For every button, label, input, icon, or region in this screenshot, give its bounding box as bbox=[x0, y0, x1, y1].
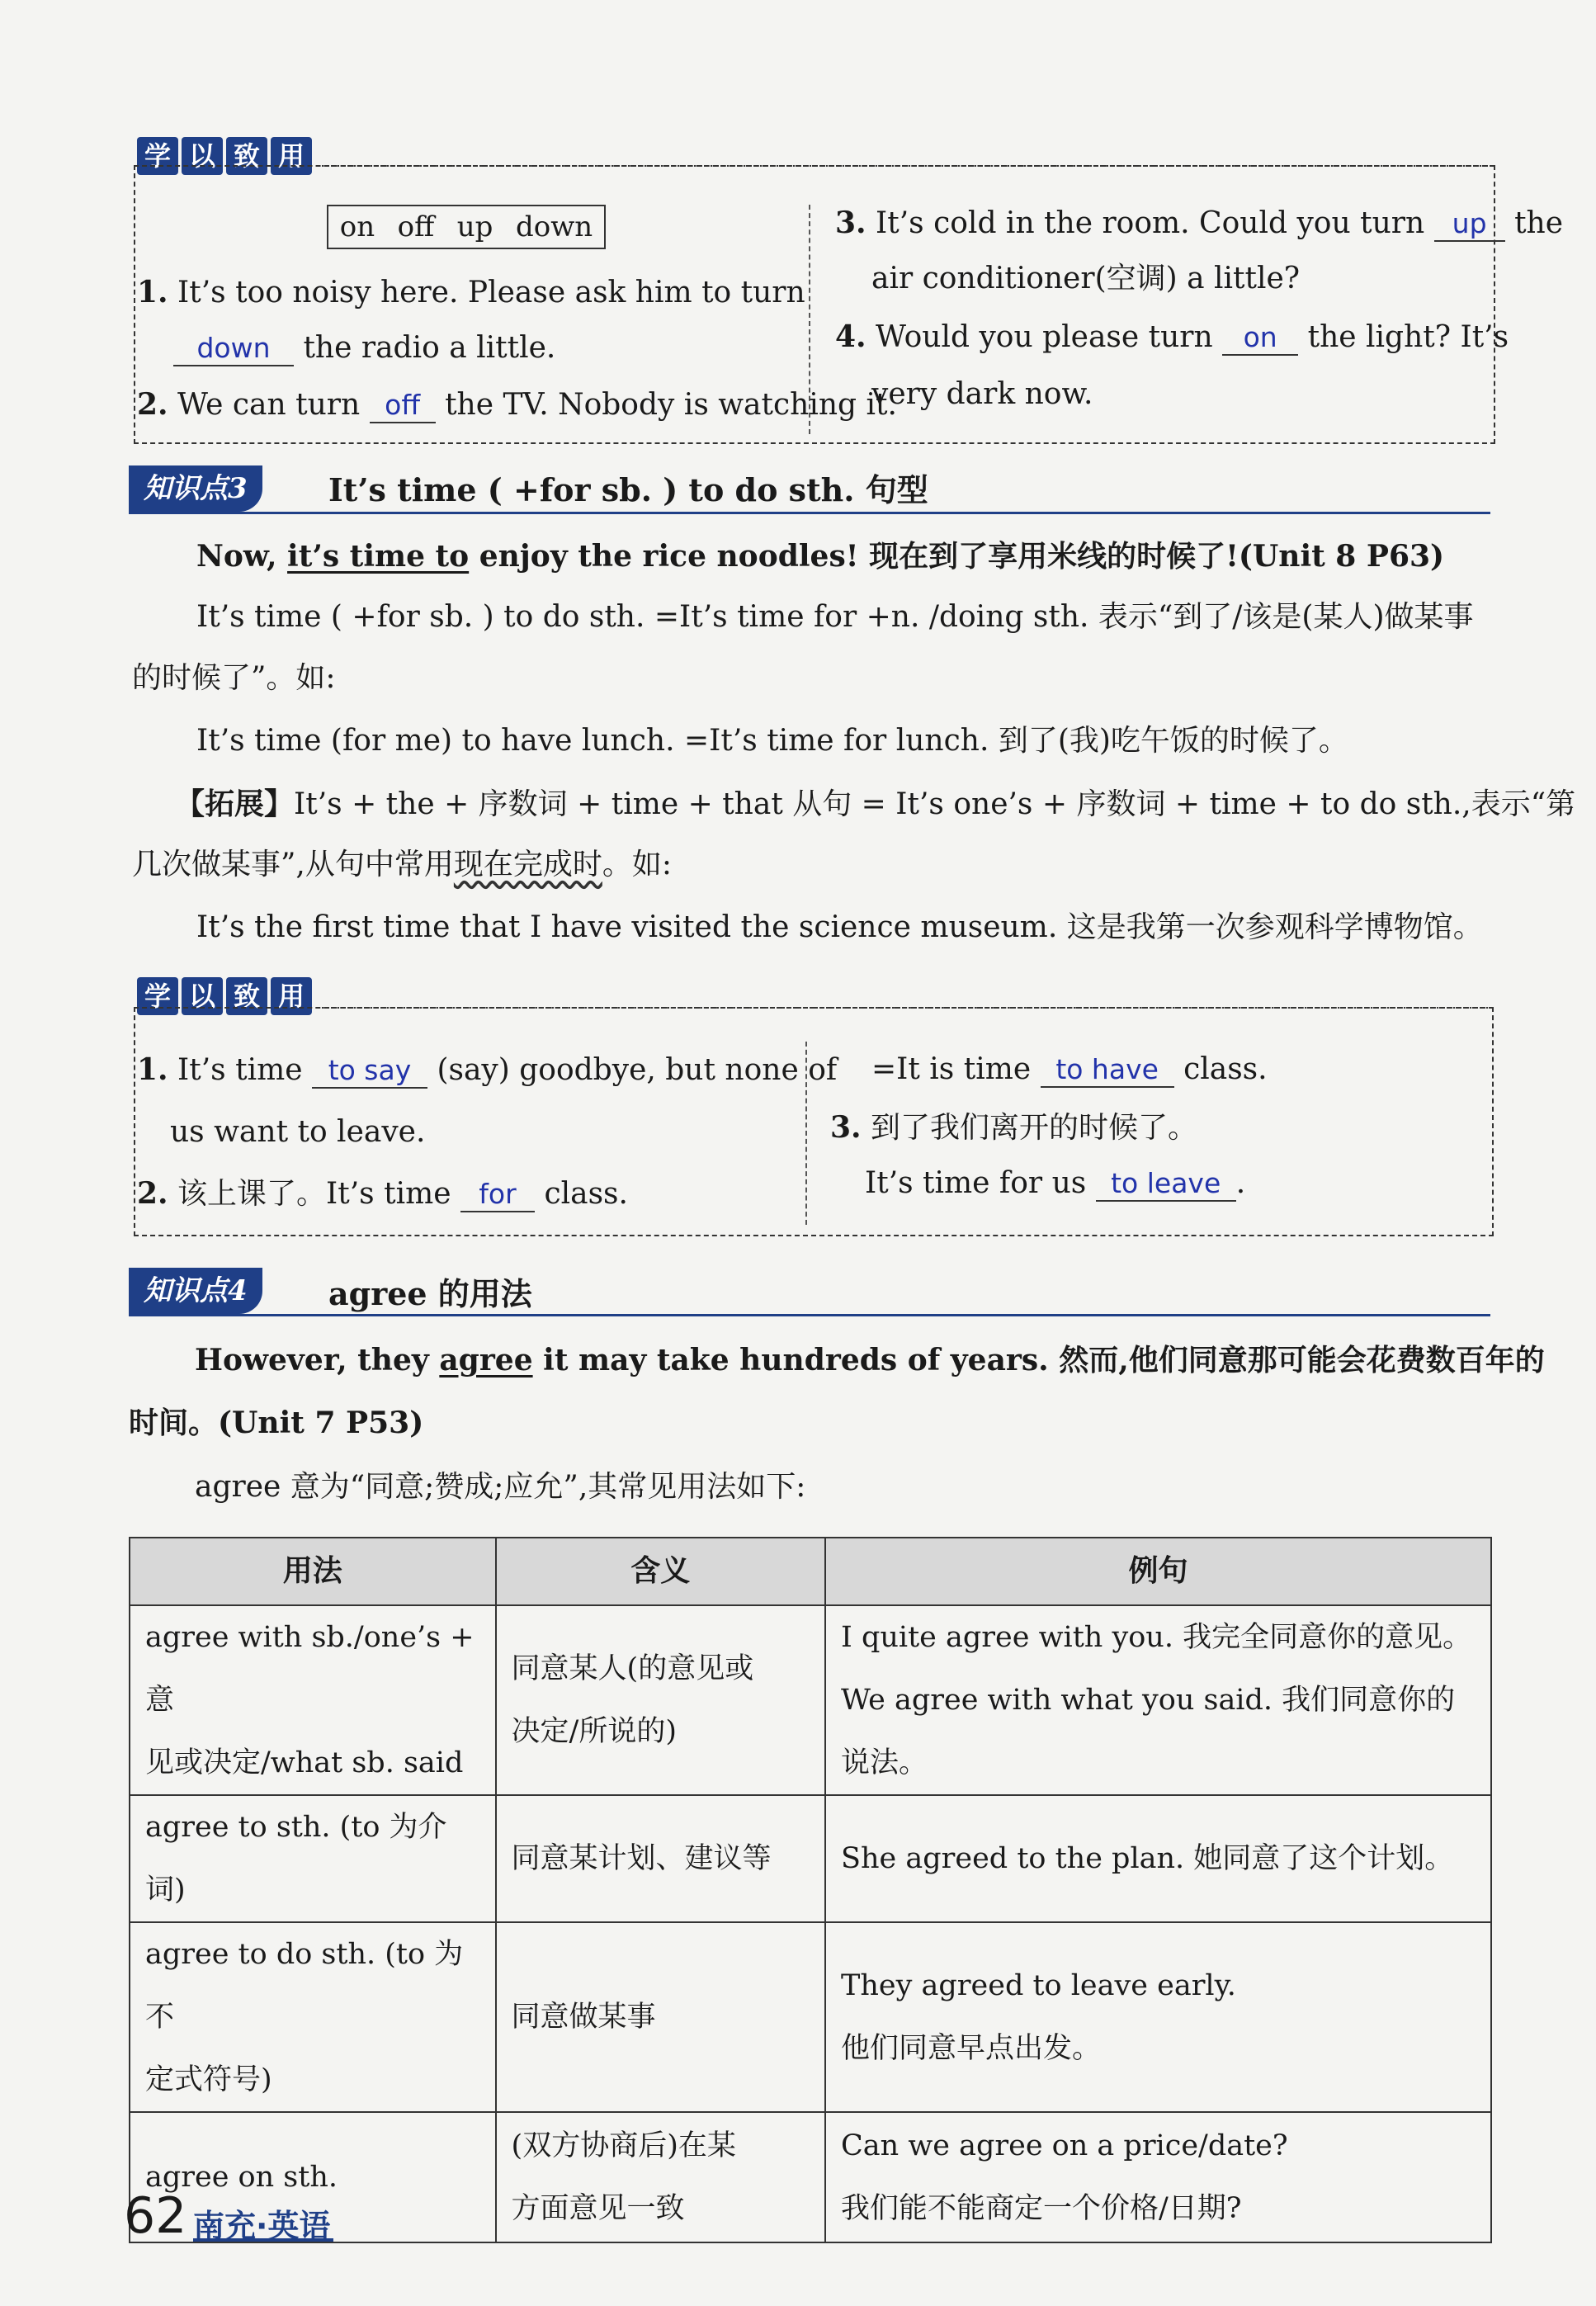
column-header: 含义 bbox=[496, 1538, 825, 1605]
usage-cell: agree to do sth. (to 为不 定式符号) bbox=[130, 1922, 496, 2112]
footer-underline bbox=[193, 2238, 333, 2242]
meaning-cell: 同意某人(的意见或 决定/所说的) bbox=[496, 1605, 825, 1795]
word-option: up bbox=[456, 210, 493, 243]
table-row bbox=[130, 1922, 1491, 2112]
column-header: 例句 bbox=[825, 1538, 1491, 1605]
meaning-cell: 同意某计划、建议等 bbox=[496, 1795, 825, 1922]
question-4-cont: very dark now. bbox=[871, 377, 1093, 411]
question-3-cont: air conditioner(空调) a little? bbox=[871, 262, 1301, 295]
example-cell: Can we agree on a price/date? 我们能不能商定一个价格/日期? bbox=[825, 2112, 1491, 2242]
question-3-cont: It’s time for us to leave . bbox=[865, 1166, 1246, 1200]
question-2: 2. 该上课了。It’s time for class. bbox=[137, 1176, 628, 1211]
example-sentence-cont: 时间。(Unit 7 P53) bbox=[129, 1406, 424, 1440]
question-1-cont: down the radio a little. bbox=[173, 328, 555, 368]
title-underline bbox=[129, 1314, 1490, 1316]
question-1: 1. It’s too noisy here. Please ask him to turn bbox=[137, 275, 805, 310]
question-2: 2. We can turn off the TV. Nobody is watching it. bbox=[137, 387, 897, 422]
answer-blank[interactable]: for bbox=[460, 1178, 535, 1212]
tag-char: 学 bbox=[137, 977, 178, 1015]
example-sentence: However, they agree it may take hundreds of years. 然而,他们同意那可能会花费数百年的 bbox=[195, 1343, 1545, 1377]
question-3: 3. 到了我们离开的时候了。 bbox=[830, 1110, 1198, 1145]
knowledge-point-title: It’s time ( +for sb. ) to do sth. 句型 bbox=[328, 471, 928, 508]
book-title: 南充·英语 bbox=[193, 2208, 331, 2244]
example-cell: They agreed to leave early. 他们同意早点出发。 bbox=[825, 1922, 1491, 2112]
usage-cell: agree to sth. (to 为介词) bbox=[130, 1795, 496, 1922]
answer-blank[interactable]: on bbox=[1222, 321, 1298, 356]
meaning-cell: 同意做某事 bbox=[496, 1922, 825, 2112]
word-option: down bbox=[515, 210, 593, 243]
word-option: on bbox=[339, 210, 375, 243]
question-4: 4. Would you please turn on the light? It’s bbox=[835, 319, 1509, 354]
meaning-cell: (双方协商后)在某 方面意见一致 bbox=[496, 2112, 825, 2242]
page-number: 62 bbox=[124, 2187, 187, 2245]
question-1-cont: us want to leave. bbox=[170, 1115, 426, 1149]
tag-char: 以 bbox=[182, 137, 223, 175]
usage-cell: agree with sb./one’s + 意 见或决定/what sb. said bbox=[130, 1605, 496, 1795]
table-row bbox=[130, 1605, 1491, 1795]
example-sentence: Now, it’s time to enjoy the rice noodles! 现在到了享用米线的时候了!(Unit 8 P63) bbox=[196, 539, 1445, 574]
explanation-line-2: 的时候了”。如: bbox=[132, 661, 336, 695]
usage-cell: agree on sth. bbox=[130, 2112, 496, 2242]
knowledge-point-title: agree 的用法 bbox=[328, 1275, 532, 1312]
tag-char: 学 bbox=[137, 137, 178, 175]
answer-blank[interactable]: up bbox=[1434, 207, 1505, 242]
table-header-row bbox=[130, 1538, 1491, 1605]
extension-line-1: 【拓展】It’s + the + 序数词 + time + that 从句 = It’s one’s + 序数词 + time + to do sth.,表示“第 bbox=[175, 787, 1576, 821]
column-header: 用法 bbox=[130, 1538, 496, 1605]
tag-char: 以 bbox=[182, 977, 223, 1015]
explanation-line-1: It’s time ( +for sb. ) to do sth. =It’s time for +n. /doing sth. 表示“到了/该是(某人)做某事 bbox=[196, 600, 1474, 634]
answer-blank[interactable]: to have bbox=[1041, 1053, 1174, 1088]
example-line: It’s time (for me) to have lunch. =It’s time for lunch. 到了(我)吃午饭的时候了。 bbox=[196, 724, 1348, 758]
table-row bbox=[130, 2112, 1491, 2242]
usage-table bbox=[129, 1537, 1492, 2243]
tag-char: 致 bbox=[226, 977, 267, 1015]
extension-line-2: 几次做某事”,从句中常用现在完成时。如: bbox=[132, 848, 673, 881]
intro-line: agree 意为“同意;赞成;应允”,其常见用法如下: bbox=[195, 1470, 806, 1504]
example-cell: I quite agree with you. 我完全同意你的意见。 We agree with what you said. 我们同意你的说法。 bbox=[825, 1605, 1491, 1795]
word-box bbox=[327, 205, 606, 249]
answer-blank[interactable]: to leave bbox=[1096, 1167, 1236, 1202]
question-3: 3. It’s cold in the room. Could you turn up the bbox=[835, 206, 1564, 240]
tag-char: 用 bbox=[271, 137, 312, 175]
knowledge-point-badge: 知识点4 bbox=[129, 1268, 262, 1314]
word-option: off bbox=[397, 210, 435, 243]
knowledge-point-badge: 知识点3 bbox=[129, 465, 262, 512]
table-row bbox=[130, 1795, 1491, 1922]
example-cell: She agreed to the plan. 她同意了这个计划。 bbox=[825, 1795, 1491, 1922]
answer-blank[interactable]: down bbox=[173, 332, 294, 366]
title-underline bbox=[129, 512, 1490, 514]
question-2-right: =It is time to have class. bbox=[871, 1052, 1268, 1086]
answer-blank[interactable]: off bbox=[370, 389, 436, 423]
tag-char: 用 bbox=[271, 977, 312, 1015]
answer-blank[interactable]: to say bbox=[312, 1054, 427, 1089]
tag-char: 致 bbox=[226, 137, 267, 175]
question-1: 1. It’s time to say (say) goodbye, but none of bbox=[137, 1052, 838, 1087]
extension-example: It’s the first time that I have visited the science museum. 这是我第一次参观科学博物馆。 bbox=[196, 910, 1483, 944]
